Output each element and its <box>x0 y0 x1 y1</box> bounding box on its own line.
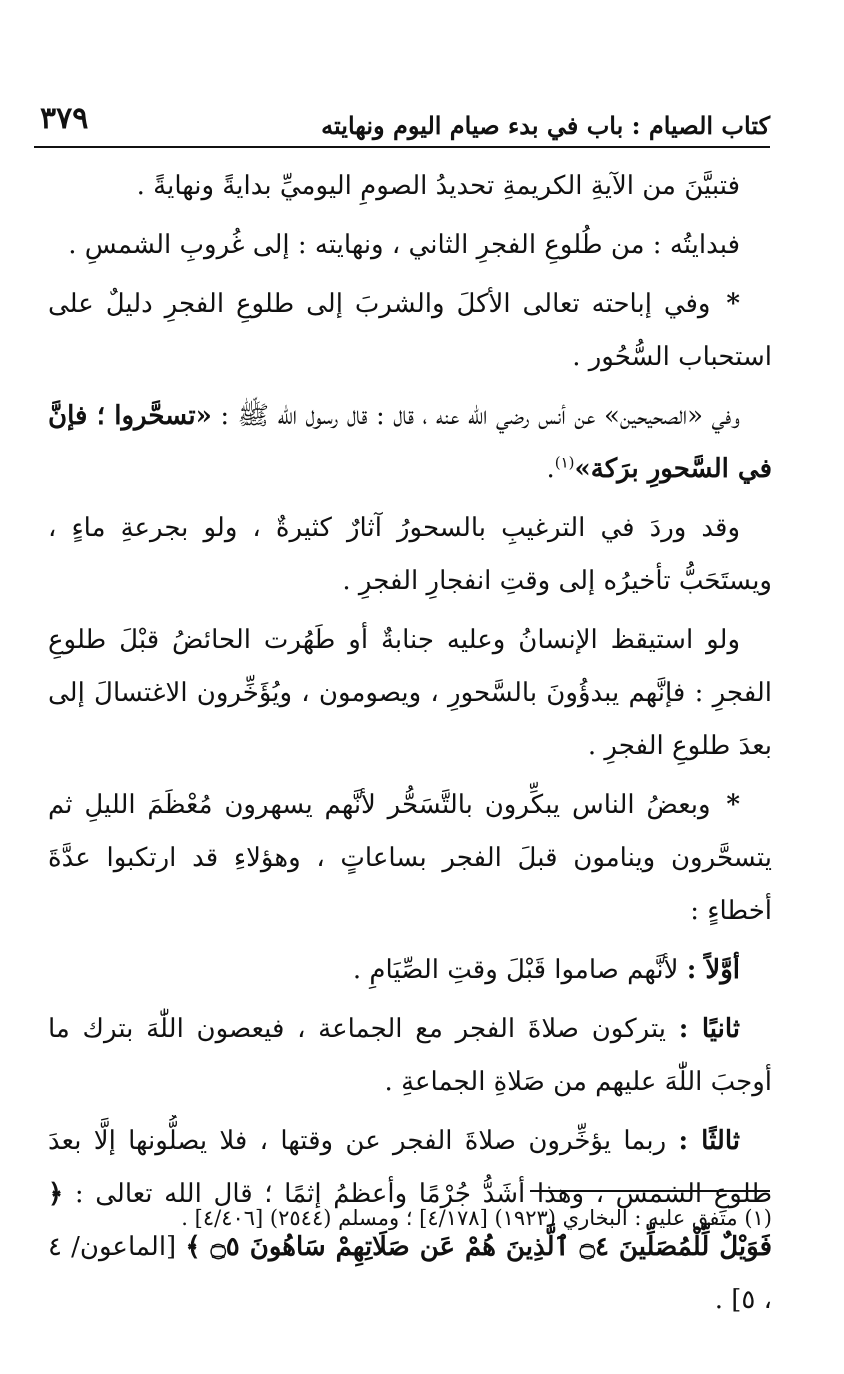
paragraph-9 <box>48 1003 772 1109</box>
hadith-text: «تسحَّروا ؛ فإنَّ في السَّحورِ برَكة» <box>48 401 772 484</box>
hadith-end: . <box>546 454 555 484</box>
paragraph-6: ولو استيقظ الإنسانُ وعليه جنابةٌ أو طَهُرت الحائضُ قبْلَ طلوعِ الفجرِ : فإنَّهم يبدؤُونَ بالسَّحورِ ، ويصومون ، ويُؤَخِّرون الاغتسالَ إلى بعدَ طلوعِ الفجرِ . <box>48 625 772 761</box>
point-second-label: ثانيًا : <box>678 1014 740 1044</box>
point-first-text: لأنَّهم صاموا قَبْلَ وقتِ الصِّيَامِ . <box>352 955 679 985</box>
running-title: كتاب الصيام : باب في بدء صيام اليوم ونهايته <box>321 111 770 140</box>
paragraph-7 <box>48 779 772 938</box>
paragraph-1: فتبيَّنَ من الآيةِ الكريمةِ تحديدُ الصومِ اليوميِّ بدايةً ونهايةً . <box>136 171 740 201</box>
footnote-divider <box>530 1190 770 1192</box>
point-second-text: يتركون صلاةَ الفجر مع الجماعة ، فيعصون اللّٰهَ بترك ما أوجبَ اللّٰهَ عليهم من صَلاةِ الجماعةِ . <box>48 1014 772 1097</box>
hadith-intro: وفي «الصحيحين» عن أنس رضي الله عنه ، قال : قال رسول اللّٰه ﷺ : <box>220 401 740 431</box>
quran-verse: ﴿ فَوَيْلٌ لِّلْمُصَلِّينَ ۝٤ ٱلَّذِينَ هُمْ عَن صَلَاتِهِمْ سَاهُونَ ۝٥ ﴾ <box>48 1179 772 1262</box>
bullet-star: * <box>726 289 740 319</box>
paragraph-8 <box>48 944 772 997</box>
paragraph-3-text: وفي إباحته تعالى الأكلَ والشربَ إلى طلوعِ الفجرِ دليلٌ على استحباب السُّحُور . <box>48 289 772 372</box>
point-third-label: ثالثًا : <box>678 1126 741 1156</box>
footnote: (١) متفق عليه : البخاري (١٩٢٣) [٤/١٧٨] ؛ ومسلم (٢٥٤٤) [٤/٤٠٦] . <box>181 1206 772 1230</box>
page-body <box>48 160 772 1333</box>
footnote-marker: (١) <box>554 453 575 472</box>
paragraph-3 <box>48 278 772 384</box>
bullet-star: * <box>726 790 740 820</box>
paragraph-7-text: وبعضُ الناس يبكِّرون بالتَّسَحُّر لأنَّهم يسهرون مُعْظَمَ الليلِ ثم يتسحَّرون وينامون قبلَ الفجر بساعاتٍ ، وهؤلاءِ قد ارتكبوا عدَّةَ أخطاءٍ : <box>48 790 772 926</box>
quran-reference: [الماعون/ ٤ ، ٥] . <box>48 1232 772 1315</box>
page-header <box>34 96 770 148</box>
page-number: ٣٧٩ <box>40 101 89 136</box>
point-third-text: ربما يؤخِّرون صلاةَ الفجر عن وقتها ، فلا يصلُّونها إلَّا بعدَ طلوعِ الشمس ، وهذا أشَدُّ جُرْمًا وأعظمُ إثمًا ؛ قال الله تعالى : <box>48 1126 772 1209</box>
paragraph-4 <box>48 390 772 496</box>
point-first-label: أوَّلاً : <box>686 955 740 985</box>
paragraph-2: فبدايتُه : من طُلوعِ الفجرِ الثاني ، ونهايته : إلى غُروبِ الشمسِ . <box>68 230 740 260</box>
paragraph-5: وقد وردَ في الترغيبِ بالسحورُ آثارٌ كثيرةٌ ، ولو بجرعةِ ماءٍ ، ويستَحَبُّ تأخيرُه إلى وقتِ انفجارِ الفجرِ . <box>48 513 772 596</box>
